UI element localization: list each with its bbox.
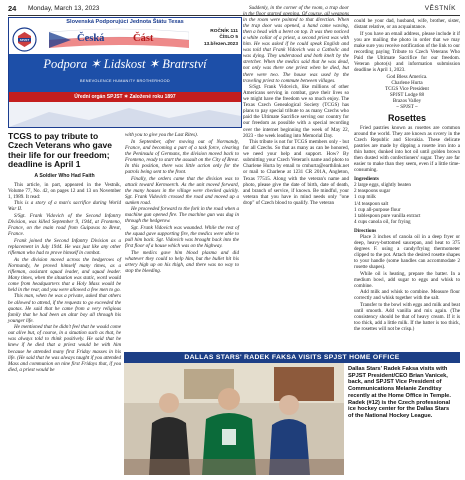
photo-feature <box>124 352 460 476</box>
ingredient-item: 4 cups canola oil, for frying <box>354 218 411 225</box>
article-headline: TCGS to pay tribute to Czech Veterans who gave their life for our freedom; deadline is April 1 <box>8 131 112 170</box>
paragraph: could be your dad, husband, wife, brother, sister, distant relative, or an acquaintance. <box>354 18 460 31</box>
issue-number: ČÍSLO 5 <box>219 35 238 41</box>
signoff-line: SPJST Lodge 88 <box>389 91 425 98</box>
page-header <box>8 4 460 15</box>
paragraph: As the division moved across the hedgerows of Normandy, he proved himself many times, as a rifleman, assistant squad leader, and squad leader. Many times, when the situation was static, word would come from headquarters that a Holy Mass would be held in the rear, and you were allowed a few men to go. <box>8 256 121 293</box>
issue-info <box>204 29 238 48</box>
article-subhead: A Soldier Who Had Faith <box>34 172 95 179</box>
paragraph: S/Sgt. Frank Vidovich of the Second Infantry Division, was killed September 9, 1944, at Fronteno, France, on the main road from Guipavas to Brest, France. <box>8 213 121 238</box>
paragraph: Frank joined the Second Infantry Division as a replacement in July 1944. He was just like any other rifleman who had to prove himself in combat. <box>8 237 121 256</box>
ingredient-item: 1 tablespoon pure vanilla extract <box>354 212 421 219</box>
paragraph: This is a story of a man's sacrifice during World War II. <box>8 200 121 213</box>
paragraph: While oil is heating, prepare the batter. In a medium bowl, add sugar to eggs and whisk to combine. <box>354 270 460 289</box>
photo-caption: Dallas Stars' Radek Faksa visits with SPJST President/CEO Brian Vanicek, back, and SPJST Vice President of Communications Melanie Zenditsy recently at the Home Office in Temple. Radek (#12) is the Czech professional ice hockey center for the Dallas Stars of the National Hockey League. <box>348 366 451 419</box>
paragraph: Add milk and whisk to combine. Measure flour correctly and whisk together with the salt. <box>354 289 460 302</box>
paragraph: Suddenly, in the corner of the room, a trap door in the floor started opening. Of course, all weapons in the room were pointed to that direction. When the trap door was opened, a hand came waving, then a head with a beret on top. It was then noticed a white collar of a priest, a second priest was with him. He was asked if he could speak English and was told that Frank Vidovich was a Catholic and was dying. They understood and both knelt by the stretcher. When the medics said that he was dead, not only was there one priest when he died, but there were two. The house was used by the traveling priest to commute between villages. <box>243 5 349 84</box>
motto: Podpora ✶ Lidskost ✶ Bratrství <box>43 57 207 71</box>
ingredient-item: 2 teaspoons sugar <box>354 188 391 195</box>
issue-volume: ROČNÍK 111 <box>210 29 238 34</box>
masthead-decoration <box>9 102 241 127</box>
ingredient-item: 1 cup all-purpose flour <box>354 206 401 213</box>
signoff-line: Charlene Hurta <box>391 79 423 86</box>
title-cast: Část <box>133 33 154 44</box>
issue-date: Monday, March 13, 2023 <box>28 5 100 12</box>
paragraph: In September, after moving out of Normandy, France, and becoming a part of a task force, clearing the Peninsula of Germans, the division moved back to Fronteno, ready to start the assault on the City of Brest. In this position, there was little action only for the patrols being sent to the front. <box>125 138 239 175</box>
signoff-line: TCGS Vice President <box>385 85 429 92</box>
ingredient-item: 2 large eggs, slightly beaten <box>354 182 411 189</box>
paragraph: He proceeded forward to the fork in the road when a machine gun opened fire. The machine gun was dug in through the hedgerow. <box>125 206 239 225</box>
spjst-logo <box>12 27 37 52</box>
paragraph: Sgt. Frank Vidovich was wounded. While the rest of the squad gave supporting fire, the medics were able to pull him back. Sgt. Vidovich was brought back into the first floor of a house which was on the highway. <box>125 225 239 250</box>
paragraph: This article, in part, appeared in the Vestnik, Volume 77, No. 42, on pages 12 and 13 on November 1, 1989. It read: <box>8 181 121 200</box>
org-name: BENEVOLENCE HUMANITY BROTHERHOOD <box>80 79 170 83</box>
signoff-line: God Bless America. <box>386 73 428 80</box>
masthead-band <box>9 26 241 54</box>
article-col-3 <box>243 5 349 350</box>
ingredients-title: Ingredients <box>354 176 379 183</box>
publication-name: VĚSTNÍK <box>424 5 456 12</box>
paragraph: S/Sgt. Frank Vidovich, like millions of other Americans serving in combat, gave their lives so we might have the freedom we so much enjoy. The Texas Czech Genealogical Society (TCGS) has plans to pay special tribute to as many Czechs who paid the Ultimate Sacrifice serving our country for our freedom as possible with a special recording over the internet beginning the week of May 22, 2023 - the week leading into Memorial Day. <box>243 84 349 139</box>
ingredient-item: 1/4 teaspoon salt <box>354 200 389 207</box>
feature-photo <box>124 363 344 475</box>
paragraph: with you to give you the Last Rites). <box>125 132 198 138</box>
article-col-4 <box>354 18 460 350</box>
rosettes-heading: Rosettes <box>387 112 426 123</box>
paragraph: This tribute is not for TCGS members only - but for all Czechs. So that as many as can be honored, we need your help and support. How? By submitting your Czech Veteran's name and photo to Charlene Hurta by email to cmhurta@earthlink.net or mail to Charlene at 1231 CR 201A, Angleton, Texas 77515. Along with the veteran's name and photo, please give the date of birth, date of death, and branch of service, if known. Be mindful, your veteran that you have in mind needs only "one drop" of Czech blood to qualify. The veteran <box>243 139 349 206</box>
motto-band <box>9 54 241 92</box>
paragraph: This man, when he was a private, asked that others be allowed to attend, if the requests to go exceeded the quotas. He said that he came from a very religious family that he had been an altar boy all through his younger life. <box>8 293 121 324</box>
header-rule <box>8 15 460 16</box>
paragraph: If you have an email address, please include it if you are mailing the photo in order that we may make sure you receive notification of the link to our recording paying Tribute to Czech Veterans Who Paid the Ultimate Sacrifice for our freedom. Veteran photo(s) and information submission deadline is April 1, 2023. <box>354 30 460 73</box>
paragraph: He mentioned that he didn't feel that he would come out alive but, of course, in a situation such as that, he was always told to think positively. He said that he knew if he died that a priest would be with him because he attended many first Friday masses in his life. (He said that he was always taught if you attended Mass and communion on nine first Fridays that, if you died, a priest would be <box>8 324 121 373</box>
issue-date-czech: 13.březen.2023 <box>203 41 238 47</box>
paragraph: Fried pastries known as rosettes are common around the world. They are known as svcery in the Czech Republic and Slovakia. These delicate pastries are made by dipping a rosette iron into a thin batter, dunked into hot oil until golden brown then dusted with confectioners' sugar. They are far easier to make than they seem, even if a little time-consuming. <box>354 124 460 174</box>
logo-text: SPJST <box>19 38 30 42</box>
paragraph: Finally, the orders came that the division was to attack toward Kermoerch. As the unit moved forward, the many houses in the village were checked quickly. Sgt. Frank Vidovich crossed the road and moved up a sunken road. <box>125 175 239 206</box>
paragraph: Place 3 inches of canola oil in a deep fryer or deep, heavy-bottomed saucepan, and heat to 375 degrees F. using a candy/frying thermometer clipped to the pot. Attach the desired rosette shapes to your handle (some handles can accommodate 2 rosette shapes). <box>354 233 460 270</box>
page-number: 24 <box>8 4 17 13</box>
directions-title: Directions <box>354 227 377 234</box>
masthead <box>8 17 242 128</box>
signoff-line: Brazos Valley <box>392 97 422 104</box>
ingredient-item: 1 cup milk <box>354 194 376 201</box>
official-organ-band: Úřední orgán SPJST ✶ Založené roku 1897 <box>9 92 241 102</box>
signoff-line: ~ SPJST ~ <box>396 103 418 110</box>
signoff <box>354 74 460 110</box>
czech-flag-ribbon <box>49 28 189 52</box>
masthead-org-top: Slovenská Podporujúci Jednota Štátu Texas <box>66 19 184 25</box>
title-ceska: Česká <box>77 33 105 44</box>
paragraph: Transfer to the bowl with eggs and milk and beat until smooth. Add vanilla and mix again. (The consistency should be that of heavy cream. If it is too thick, add a little milk. If the batter is too thick, the rosettes will not be crisp.) <box>354 302 460 333</box>
article-col-1 <box>8 132 121 478</box>
photo-feature-title: DALLAS STARS' RADEK FAKSA VISITS SPJST HOME OFFICE <box>124 352 460 363</box>
paragraph: The medics gave him blood plasma and did whatever they could to help him, but the bullet hit his artery high up on his thigh, and there was no way to stop the bleeding. <box>125 249 239 274</box>
article-col-2 <box>125 132 239 350</box>
